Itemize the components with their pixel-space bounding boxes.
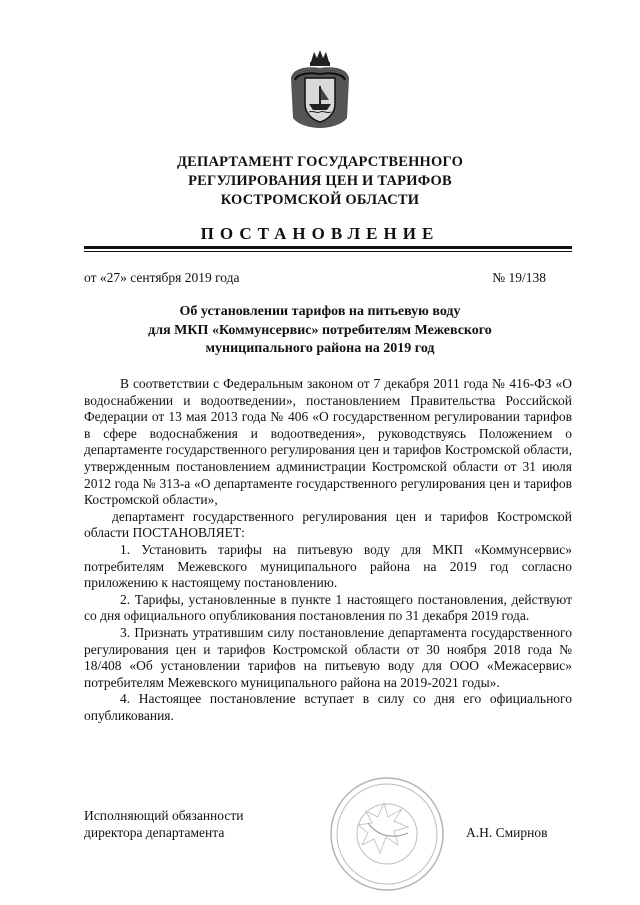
signatory-position <box>84 807 243 841</box>
department-name-line-1: ДЕПАРТАМЕНТ ГОСУДАРСТВЕННОГО <box>176 154 464 170</box>
header-divider-thick <box>84 246 572 249</box>
item-4-paragraph: 4. Настоящее постановление вступает в силу со дня его официального опубликования. <box>84 691 572 723</box>
resolves-paragraph: департамент государственного регулирования цен и тарифов Костромской области ПОСТАНОВЛЯЕТ: <box>84 508 572 541</box>
item-2-paragraph: 2. Тарифы, установленные в пункте 1 настоящего постановления, действуют со дня официального опубликования постановления по 31 декабря 2019 года. <box>84 591 572 624</box>
department-name-line-3: КОСТРОМСКОЙ ОБЛАСТИ <box>220 192 420 208</box>
signatory-position-line-2: директора департамента <box>84 825 225 840</box>
document-body <box>84 376 572 724</box>
signatory-name: А.Н. Смирнов <box>466 825 548 840</box>
subject-line-1: Об установлении тарифов на питьевую воду <box>179 304 461 319</box>
item-1-paragraph: 1. Установить тарифы на питьевую воду для МКП «Коммунсервис» потребителям Межевского муниципального района на 2019 год согласно приложению к настоящему постановлению. <box>84 541 572 591</box>
subject-line-3: муниципального района на 2019 год <box>205 341 435 356</box>
official-seal-stamp <box>328 775 446 893</box>
header-divider-thin <box>84 251 572 252</box>
signatory-position-line-1: Исполняющий обязанности <box>84 808 244 823</box>
document-subject <box>0 303 640 359</box>
item-3-paragraph: 3. Признать утратившим силу постановление департамента государственного регулирования цен и тарифов Костромской области от 30 ноября 2018 года № 18/408 «Об установлении тарифов на питьевую воду для ООО «Межасервис» потребителям Межевского муниципального района на 2019-2021 годы». <box>84 624 572 690</box>
document-type-title: ПОСТАНОВЛЕНИЕ <box>200 224 440 243</box>
document-number: № 19/138 <box>492 270 546 285</box>
preamble-paragraph: В соответствии с Федеральным законом от 7 декабря 2011 года № 416-ФЗ «О водоснабжении и водоотведении», постановлением Правительства Российской Федерации от 13 мая 2013 года № 406 «О государственном регулировании тарифов в сфере водоснабжения и водоотведения», руководствуясь Положением о департаменте государственного регулирования цен и тарифов Костромской области, утвержденным постановлением администрации Костромской области от 31 июля 2012 года № 313-а «О департаменте государственного регулирования цен и тарифов Костромской области», <box>84 376 572 508</box>
document-date: от «27» сентября 2019 года <box>84 270 240 285</box>
subject-line-2: для МКП «Коммунсервис» потребителям Межевского <box>148 322 492 338</box>
coat-of-arms-emblem <box>287 48 353 130</box>
department-name-line-2: РЕГУЛИРОВАНИЯ ЦЕН И ТАРИФОВ <box>188 173 452 189</box>
